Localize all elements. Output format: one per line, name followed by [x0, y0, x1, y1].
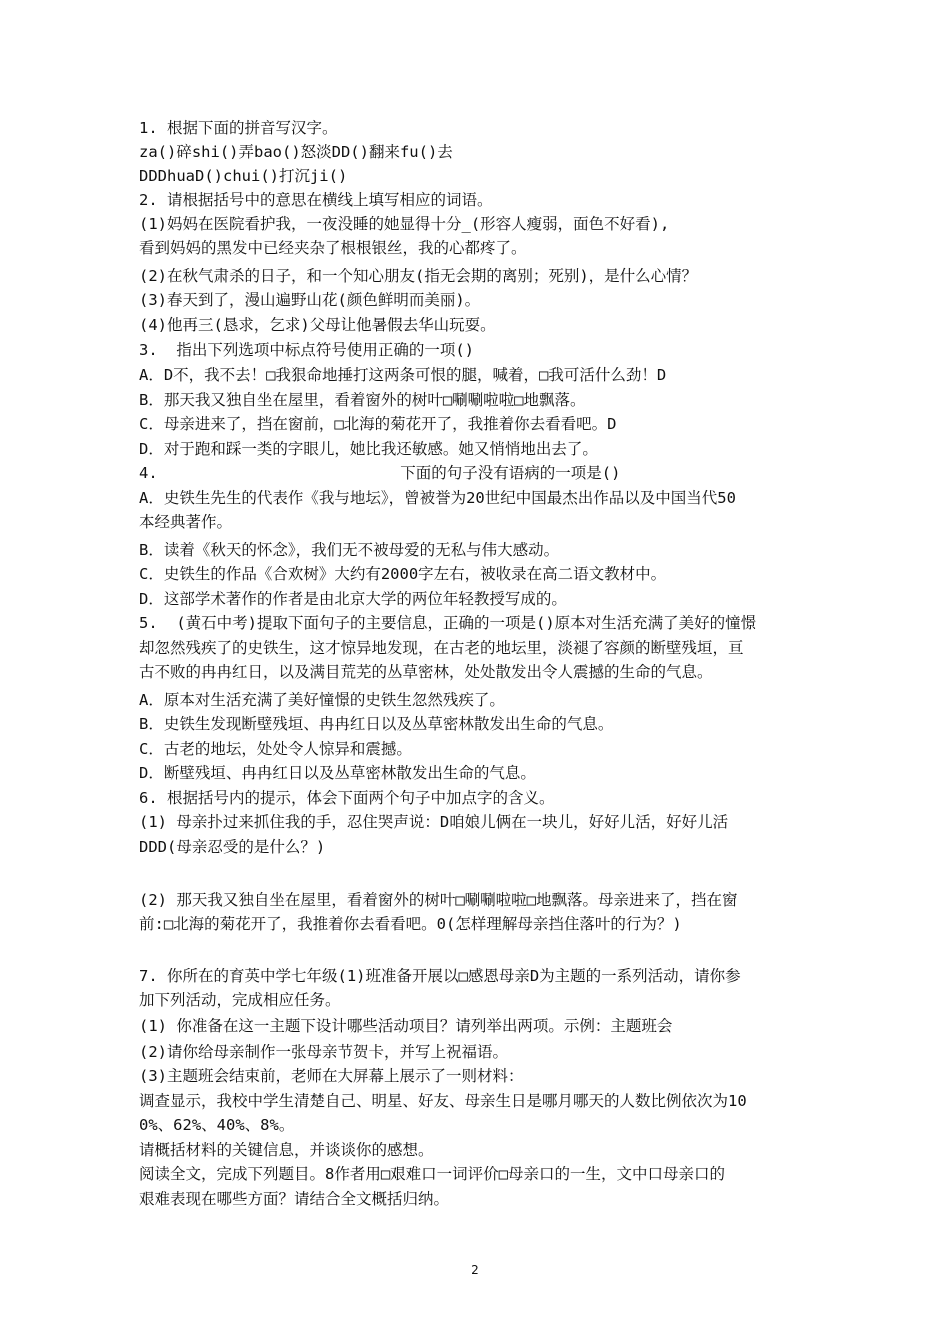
q3-option-d: D．对于跑和踩一类的字眼儿，她比我还敏感。她又悄悄地出去了。	[139, 440, 598, 458]
q7-prompt: 请概括材料的关键信息，并谈谈你的感想。	[139, 1141, 434, 1159]
q2-item4: (4)他再三(恳求，乞求)父母让他暑假去华山玩耍。	[139, 316, 496, 334]
q7-material-1: 调查显示，我校中学生清楚自己、明星、好友、母亲生日是哪月哪天的人数比例依次为10	[139, 1092, 747, 1110]
q5-option-b: B．史铁生发现断壁残垣、冉冉红日以及丛草密林散发出生命的气息。	[139, 715, 614, 733]
q4-option-a-cont: 本经典著作。	[139, 513, 233, 531]
q2-item2: (2)在秋气肃杀的日子，和一个知心朋友(指无会期的离别；死别)，是什么心情？	[139, 267, 698, 285]
q5-option-c: C．古老的地坛，处处令人惊异和震撼。	[139, 740, 412, 758]
q5-option-d: D．断壁残垣、冉冉红日以及丛草密林散发出生命的气息。	[139, 764, 536, 782]
q5-title: 5. (黄石中考)提取下面句子的主要信息，正确的一项是()原本对生活充满了美好的憧憬	[139, 614, 757, 632]
q3-option-c: C．母亲进来了，挡在窗前，□北海的菊花开了，我推着你去看看吧。D	[139, 415, 617, 433]
q2-item3: (3)春天到了，漫山遍野山花(颜色鲜明而美丽)。	[139, 291, 481, 309]
q6-title: 6. 根据括号内的提示，体会下面两个句子中加点字的含义。	[139, 789, 555, 807]
page-number: 2	[471, 1263, 479, 1277]
q5-passage-2: 古不败的冉冉红日，以及满目荒芜的丛草密林，处处散发出令人震撼的生命的气息。	[139, 663, 713, 681]
q3-option-b: B．那天我又独自坐在屋里，看着窗外的树叶□唰唰啦啦□地飘落。	[139, 391, 586, 409]
q7-item2: (2)请你给母亲制作一张母亲节贺卡，并写上祝福语。	[139, 1043, 508, 1061]
q4-option-c: C．史铁生的作品《合欢树》大约有2000字左右，被收录在高二语文教材中。	[139, 565, 667, 583]
q8-title-cont: 艰难表现在哪些方面？请结合全文概括归纳。	[139, 1190, 450, 1208]
q5-option-a: A．原本对生活充满了美好憧憬的史铁生忽然残疾了。	[139, 691, 505, 709]
q1-line2: DDDhuaD()chui()打沉ji()	[139, 167, 348, 185]
q7-item3: (3)主题班会结束前，老师在大屏幕上展示了一则材料：	[139, 1067, 524, 1085]
q4-title: 4. 下面的句子没有语病的一项是()	[139, 464, 621, 482]
q7-title-cont: 加下列活动，完成相应任务。	[139, 991, 341, 1009]
q5-passage-1: 却忽然残疾了的史铁生，这才惊异地发现，在古老的地坛里，淡褪了容颜的断壁残垣，亘	[139, 639, 744, 657]
q7-material-2: 0%、62%、40%、8%。	[139, 1116, 295, 1134]
q7-item1: (1) 你准备在这一主题下设计哪些活动项目？请列举出两项。示例：主题班会	[139, 1017, 673, 1035]
q4-option-a: A．史铁生先生的代表作《我与地坛》，曾被誉为20世纪中国最杰出作品以及中国当代50	[139, 489, 736, 507]
q7-title: 7. 你所在的育英中学七年级(1)班准备开展以□感恩母亲D为主题的一系列活动，请你参	[139, 967, 741, 985]
q8-title: 阅读全文，完成下列题目。8作者用□艰难口一词评价□母亲口的一生，文中口母亲口的	[139, 1165, 725, 1183]
q2-item1: (1)妈妈在医院看护我，一夜没睡的她显得十分_(形容人瘦弱，面色不好看),	[139, 215, 670, 233]
q6-item2: (2) 那天我又独自坐在屋里，看着窗外的树叶□唰唰啦啦□地飘落。母亲进来了，挡在窗	[139, 891, 738, 909]
q4-option-b: B．读着《秋天的怀念》，我们无不被母爱的无私与伟大感动。	[139, 541, 560, 559]
q1-line1: za()碎shi()弄bao()怒淡DD()翻来fu()去	[139, 143, 453, 161]
q2-title: 2. 请根据括号中的意思在横线上填写相应的词语。	[139, 191, 493, 209]
q6-item2-cont: 前:□北海的菊花开了，我推着你去看看吧。0(怎样理解母亲挡住落叶的行为？)	[139, 915, 682, 933]
q3-option-a: A．D不，我不去！□我狠命地捶打这两条可恨的腿，喊着，□我可活什么劲！D	[139, 366, 667, 384]
q3-title: 3. 指出下列选项中标点符号使用正确的一项()	[139, 341, 474, 359]
q6-item1: (1) 母亲扑过来抓住我的手，忍住哭声说：D咱娘儿俩在一块儿，好好儿活，好好儿活	[139, 813, 729, 831]
q2-item1-cont: 看到妈妈的黑发中已经夹杂了根根银丝，我的心都疼了。	[139, 239, 527, 257]
q4-option-d: D．这部学术著作的作者是由北京大学的两位年轻教授写成的。	[139, 590, 567, 608]
q1-title: 1. 根据下面的拼音写汉字。	[139, 119, 338, 137]
q6-item1-cont: DDD(母亲忍受的是什么？)	[139, 838, 326, 856]
